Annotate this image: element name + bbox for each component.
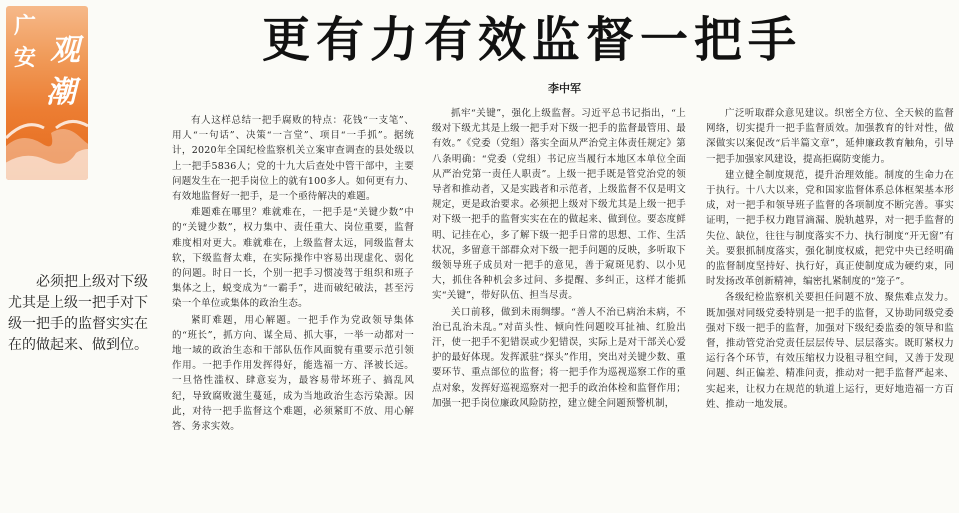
badge-char-4: 潮 [46,75,76,110]
wave-icon [6,98,88,180]
paragraph: 建立健全制度规范，提升治理效能。制度的生命力在于执行。十八大以来，党和国家监督体系总体框架基本形成，对一把手和领导班子监督的各项制度不断完善。事实证明，一把手权力跑冒滴漏、脱轨越界，对一把手监督的失位、缺位，往往与制度落实不力、执行制度“开无窗”有关。要狠抓制度落实，强化制度权威，把党中央已经明确的监督制度坚持好、执行好，真正使制度成为硬约束，同时发扬改革创新精神，编密扎紧制度的“笼子”。 [706,169,954,288]
paragraph: 紧盯难题，用心解题。一把手作为党政领导集体的“班长”，抓方向、谋全局、抓大事，一举一动都对一地一域的政治生态和干部队伍作风面貌有重要示范引领作用。一把手作用发挥得好，能选福一方、泽被长远。一旦恪性滥权、肆意妄为，最容易带坏班子、搞乱风纪，导致腐败滋生蔓延，成为当地政治生态污染源。因此，对待一把手监督这个难题，必须紧盯不放、用心解答、务求实效。 [172,314,414,433]
paragraph: 各级纪检监察机关要担任问题不放、聚焦难点发力。既加强对同级党委特别是一把手的监督，又协助同级党委强对下级一把手的监督，加强对下级纪委监委的领导和监督，推动管党治党责任层层传导、层层落实。既盯紧权力运行各个环节，有效压缩权力设租寻租空间，又善于发现问题、纠正偏差、精准问责，推动对一把手监督严起来、实起来，让权力在规范的轨道上运行，更好地造福一方百姓、推动一地发展。 [706,292,954,410]
paragraph: 难题难在哪里？难就难在，一把手是“关键少数”中的“关键少数”，权力集中、责任重大、岗位重要，监督难度相对更大。难就难在，上级监督太远，同级监督太软，下级监督太难，在实际操作中容易出现虚化、弱化的问题。时日一长，个别一把手习惯凌驾于组织和班子集体之上，蜕变成为“一霸手”，进而破纪破法，甚至污染一个单位或集体的政治生态。 [172,207,414,310]
paragraph: 广泛听取群众意见建议。织密全方位、全天候的监督网络，切实提升一把手监督质效。加强教育的针对性，做深做实以案促改“后半篇文章”，延伸廉政教育触角，引导一把手加强家风建设，提高拒腐防变能力。 [706,108,954,165]
badge-char-1: 广 [14,14,37,39]
article-column-2 [432,106,686,506]
paragraph: 关口前移，做到未雨绸缪。“善人不治已病治未病，不治已乱治未乱。”对苗头性、倾向性问题咬耳扯袖、红脸出汗，使一把手不犯错误或少犯错误，实际上是对干部关心爱护的最好体现。发挥派驻“探头”作用，突出对关键少数、重要环节、重点部位的监督；将一把手作为巡视巡察工作的重点对象，发挥好巡视巡察对一把手的政治体检和监督作用；加强一把手岗位廉政风险防控，建立健全问题预警机制， [432,306,686,409]
paragraph: 有人这样总结一把手腐败的特点：花钱“一支笔”、用人“一句话”、决策“一言堂”、项目“一手抓”。据统计，2020年全国纪检监察机关立案审查调查的县处级以上一把手5836人；党的十九大后查处中管干部中，主要问题发生在一把手岗位上的就有100多人。如何更有力、有效地监督好一把手，是一个亟待解决的难题。 [172,115,414,203]
pull-quote: 必须把上级对下级尤其是上级一把手对下级一把手的监督实实在在的做起来、做到位。 [8,274,148,353]
article-headline: 更有力有效监督一把手 [262,12,803,68]
column-badge [6,6,88,180]
paragraph: 抓牢“关键”，强化上级监督。习近平总书记指出，“上级对下级尤其是上级一把手对下级一把手的监督最管用、最有效。”《党委（党组）落实全面从严治党主体责任规定》第八条明确：“党委（党组）书记应当履行本地区本单位全面从严治党第一责任人职责”。上级一把手既是管党治党的领导者和推动者，又是实践者和示范者，上级监督不仅是明文规定，更是政治要求。必须把上级对下级尤其是上级一把手对下级一把手的监督实实在在的做起来、做到位。要态度鲜明、记挂在心，多了解下级一把手日常的思想、工作、生活状况，多留意干部群众对下级一把手问题的反映，多听取下级领导班子成员对一把手的意见，善于窥斑见豹、以小见大，抓住各种机会多过问、多提醒、多纠正，这样才能抓实“关键”，带好队伍、担当尽责。 [432,108,686,302]
badge-char-2: 安 [14,46,37,71]
article-column-3 [706,106,954,506]
badge-char-3: 观 [50,33,80,68]
article-author: 李中军 [548,82,581,95]
article-column-1 [172,113,414,513]
